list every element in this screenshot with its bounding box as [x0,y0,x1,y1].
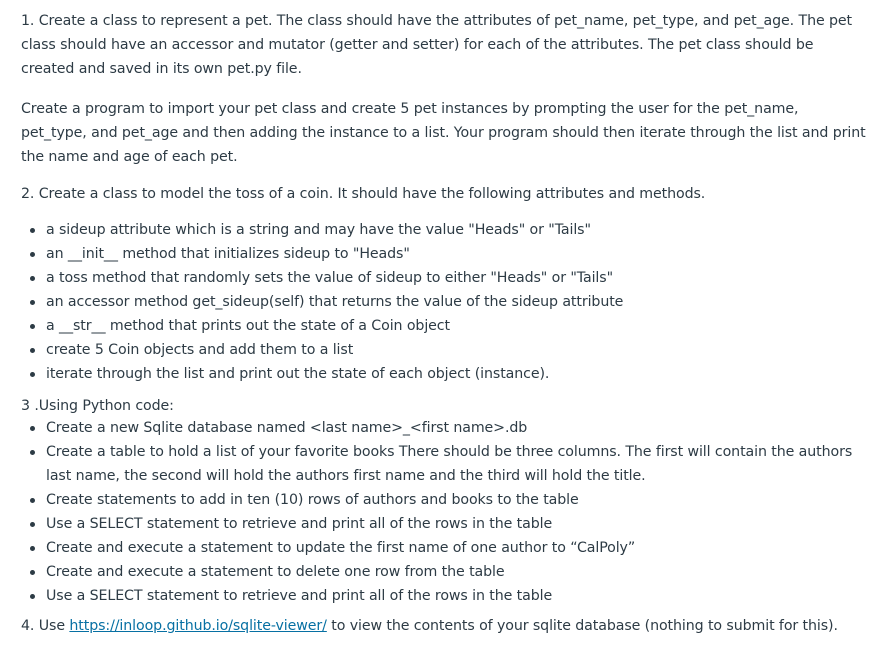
list-item: a sideup attribute which is a string and may have the value "Heads" or "Tails" [21,218,861,242]
section4-suffix: to view the contents of your sqlite database (nothing to submit for this). [326,618,838,634]
list-item: Create statements to add in ten (10) rows of authors and books to the table [21,488,861,512]
section2-intro: 2. Create a class to model the toss of a coin. It should have the following attributes and methods. [21,186,706,202]
sqlite-viewer-link[interactable]: https://inloop.github.io/sqlite-viewer/ [69,618,327,634]
list-item: an accessor method get_sideup(self) that returns the value of the sideup attribute [21,290,861,314]
list-item: Use a SELECT statement to retrieve and print all of the rows in the table [21,584,861,608]
list-item: create 5 Coin objects and add them to a list [21,338,861,362]
section4-prefix: 4. Use [21,618,70,634]
section1-paragraph1: 1. Create a class to represent a pet. The class should have the attributes of pet_name, pet_type, and pet_age. The pet class should have an accessor and mutator (getter and setter) for each of the attributes. The pet class should be created and saved in its own pet.py file. [21,13,852,77]
list-item: a toss method that randomly sets the value of sideup to either "Heads" or "Tails" [21,266,861,290]
section2-list [21,218,861,386]
list-item: Create and execute a statement to delete one row from the table [21,560,861,584]
section3-list [21,416,861,608]
list-item: Create a new Sqlite database named <last name>_<first name>.db [21,416,861,440]
list-item: iterate through the list and print out the state of each object (instance). [21,362,861,386]
section3-intro: 3 .Using Python code: [21,398,174,414]
section1-paragraph2: Create a program to import your pet class and create 5 pet instances by prompting the user for the pet_name, pet_type, and pet_age and then adding the instance to a list. Your program should then iterate through the list and print the name and age of each pet. [21,101,866,165]
list-item: Create a table to hold a list of your favorite books There should be three columns. The first will contain the authors last name, the second will hold the authors first name and the third will hold the title. [21,440,861,488]
list-item: an __init__ method that initializes sideup to "Heads" [21,242,861,266]
list-item: Create and execute a statement to update the first name of one author to “CalPoly” [21,536,861,560]
section4-paragraph [21,614,866,638]
list-item: a __str__ method that prints out the state of a Coin object [21,314,861,338]
list-item: Use a SELECT statement to retrieve and print all of the rows in the table [21,512,861,536]
